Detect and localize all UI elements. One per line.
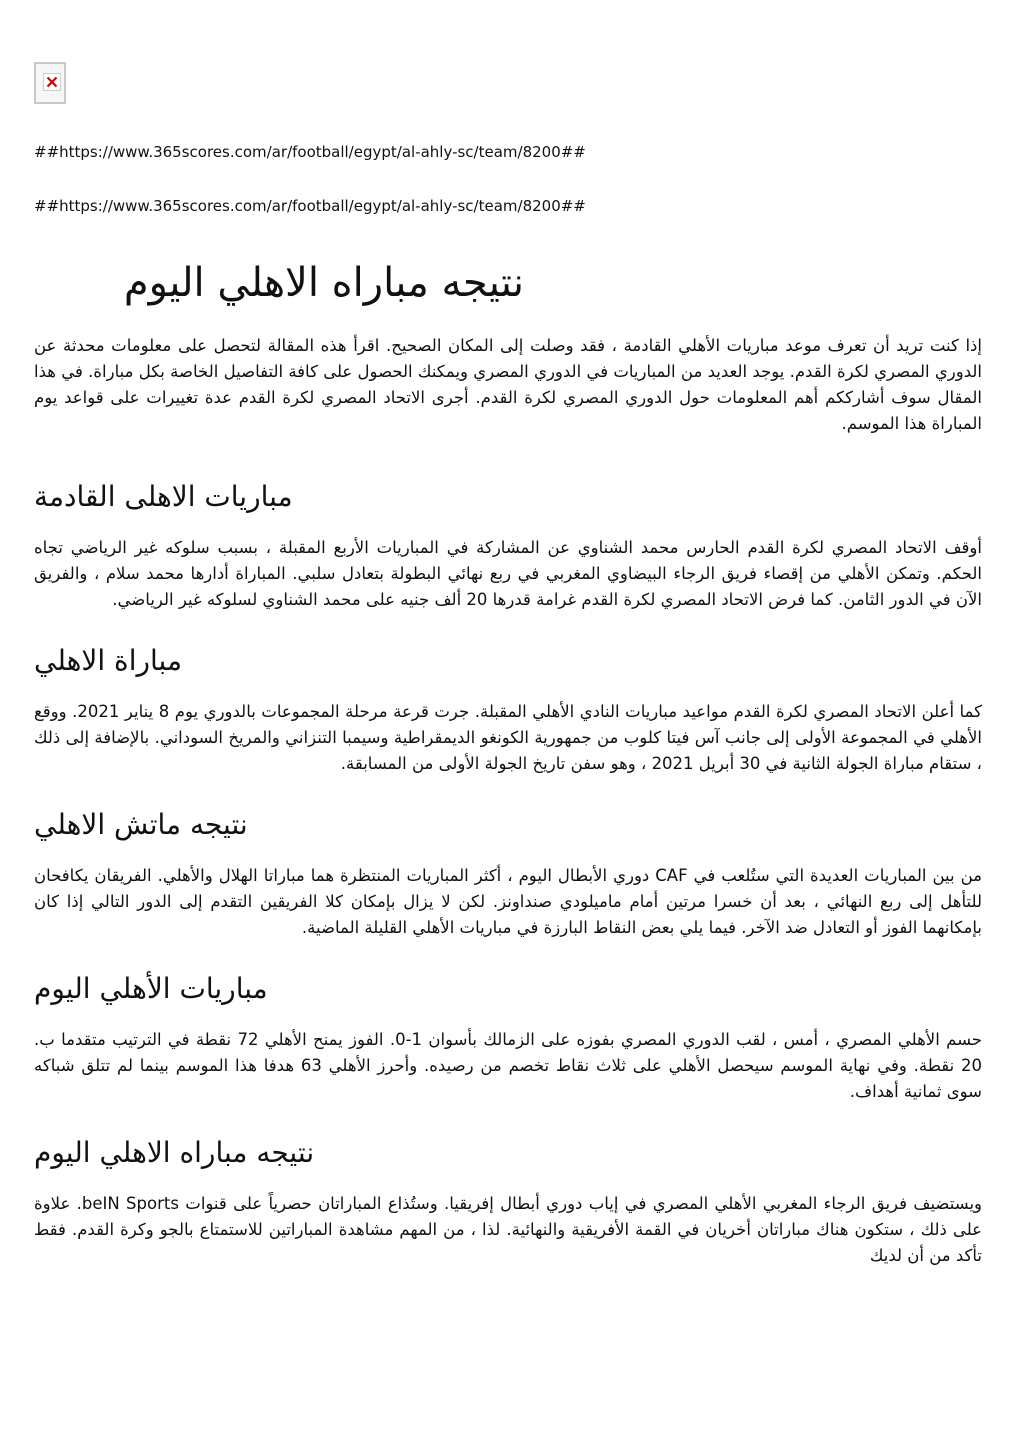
section-today-matches: [34, 969, 982, 1105]
section-heading: نتيجه مباراه الاهلي اليوم: [34, 1136, 315, 1169]
section-paragraph: ويستضيف فريق الرجاء المغربي الأهلي المصري في إياب دوري أبطال إفريقيا. وستُذاع المباراتان حصرياً على قنوات beIN Sports. علاوة على ذلك ، ستكون هناك مباراتان أخريان في القمة الأفريقية والنهائية. لذا ، من المهم مشاهدة المباراتين للاستمتاع بالجو وكرة القدم. فقط تأكد من أن لديك: [34, 1194, 983, 1265]
section-match-result: [34, 805, 982, 941]
section-heading: مباريات الاهلى القادمة: [34, 480, 293, 513]
url-text: ##https://www.365scores.com/ar/football/egypt/al-ahly-sc/team/8200##: [34, 143, 586, 161]
section-paragraph: أوقف الاتحاد المصري لكرة القدم الحارس محمد الشناوي عن المشاركة في المباريات الأربع المقبلة ، بسبب سلوكه غير الرياضي تجاه الحكم. وتمكن الأهلي من إقصاء فريق الرجاء البيضاوي المغربي في ربع نهائي البطولة بتعادل سلبي. المباراة أدارها محمد سلام ، والفريق الآن في الدور الثامن. كما فرض الاتحاد المصري لكرة القدم غرامة قدرها 20 ألف جنيه على محمد الشناوي لسلوكه غير الرياضي.: [34, 538, 982, 609]
page-title: نتيجه مباراه الاهلي اليوم: [123, 260, 524, 306]
section-paragraph: من بين المباريات العديدة التي ستُلعب في CAF دوري الأبطال اليوم ، أكثر المباريات المنتظرة هما مباراتا الهلال والأهلي. الفريقان يكافحان للتأهل إلى ربع النهائي ، بعد أن خسرا مرتين أمام ماميلودي صنداونز. لكن لا يزال بإمكان كلا الفريقين التقدم إلى الدور التالي إذا كان بإمكانهما الفوز أو التعادل ضد الآخر. فيما يلي بعض النقاط البارزة في مباريات الأهلي القليلة الماضية.: [34, 866, 982, 937]
section-today-result: [34, 1133, 982, 1269]
section-upcoming-matches: [34, 477, 982, 613]
broken-image-placeholder: [34, 62, 66, 104]
broken-image-icon: [43, 73, 61, 91]
section-paragraph: حسم الأهلي المصري ، أمس ، لقب الدوري المصري بفوزه على الزمالك بأسوان 1-0. الفوز يمنح الأهلي 72 نقطة في الترتيب متقدما ب. 20 نقطة. وفي نهاية الموسم سيحصل الأهلي على ثلاث نقاط تخصم من رصيده. وأحرز الأهلي 63 هدفا هذا الموسم بينما لم تتلق شباكه سوى ثمانية أهداف.: [34, 1030, 982, 1101]
section-paragraph: كما أعلن الاتحاد المصري لكرة القدم مواعيد مباريات النادي الأهلي المقبلة. جرت قرعة مرحلة المجموعات بالدوري يوم 8 يناير 2021. ووقع الأهلي في المجموعة الأولى إلى جانب آس فيتا كلوب من جمهورية الكونغو الديمقراطية وسيمبا التنزاني والمريخ السوداني. بالإضافة إلى ذلك ، ستقام مباراة الجولة الثانية في 30 أبريل 2021 ، وهو سفن تاريخ الجولة الأولى من المسابقة.: [34, 702, 982, 773]
section-ahly-match: [34, 641, 982, 777]
section-heading: نتيجه ماتش الاهلي: [34, 808, 248, 841]
url-text: ##https://www.365scores.com/ar/football/egypt/al-ahly-sc/team/8200##: [34, 197, 586, 215]
intro-paragraph: إذا كنت تريد أن تعرف موعد مباريات الأهلي القادمة ، فقد وصلت إلى المكان الصحيح. اقرأ هذه المقالة لتحصل على معلومات محدثة عن الدوري المصري لكرة القدم. يوجد العديد من المباريات في الدوري المصري ويمكنك الحصول على كافة التفاصيل الخاصة بكل مباراة. في هذا المقال سوف أشارككم أهم المعلومات حول الدوري المصري لكرة القدم. أجرى الاتحاد المصري لكرة القدم عدة تغييرات على قواعد يوم المباراة هذا الموسم.: [34, 336, 982, 433]
document-page: [34, 62, 982, 1269]
section-heading: مباريات الأهلي اليوم: [34, 972, 268, 1005]
section-heading: مباراة الاهلي: [34, 644, 182, 677]
